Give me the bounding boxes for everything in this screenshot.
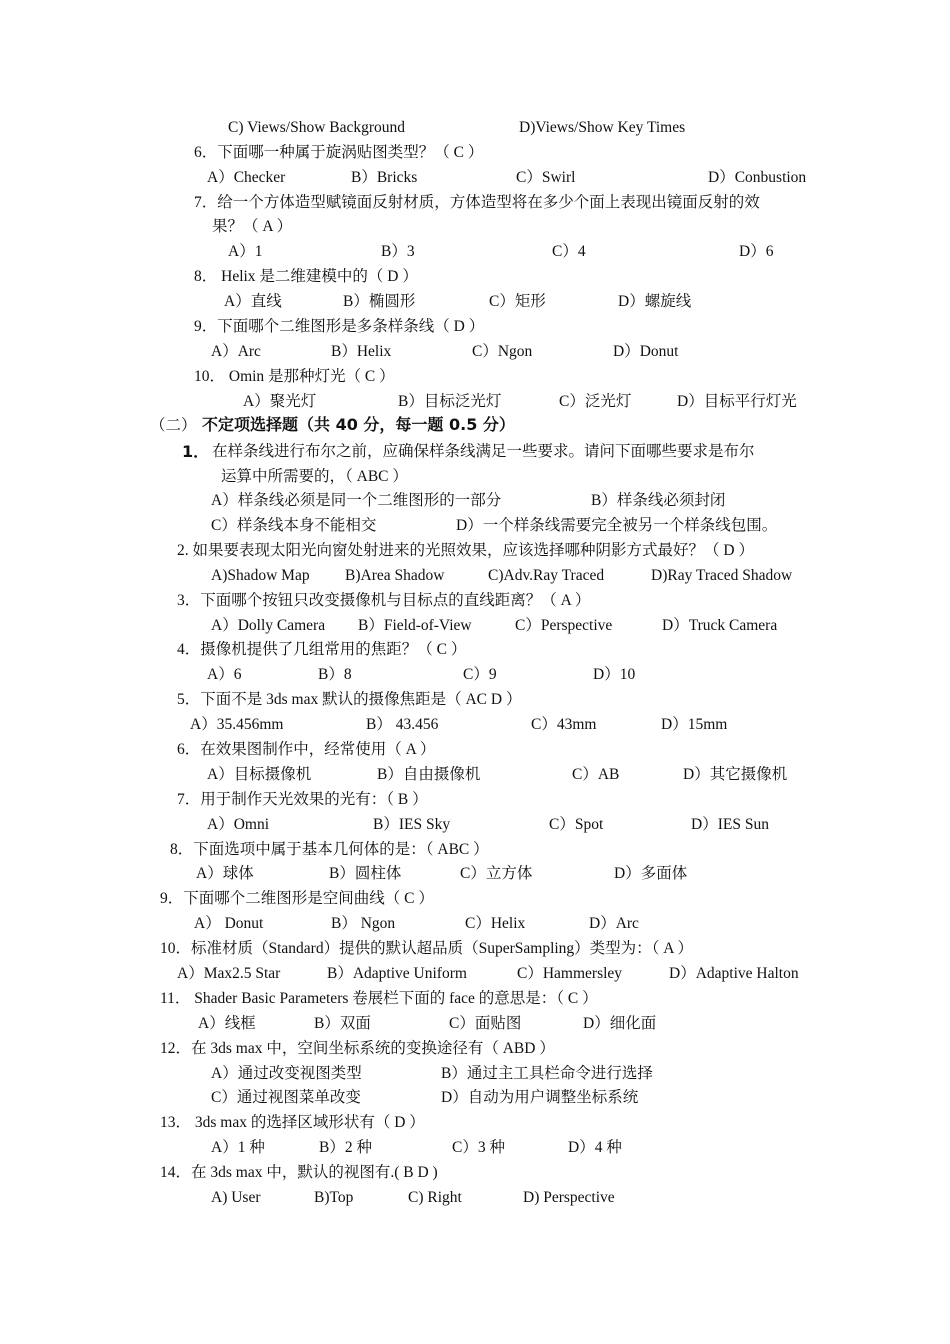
option-a: A）Max2.5 Star [177,965,281,982]
option-c: C）9 [463,666,497,683]
option-d: D）Donut [613,343,679,360]
option-a: A）线框 [198,1015,256,1032]
option-b: B）Helix [331,343,392,360]
option-b: B）8 [318,666,352,683]
option-c: C）43mm [531,716,597,733]
option-c: C）面贴图 [449,1015,522,1032]
question-13: 13． 3ds max 的选择区域形状有（ D ） [160,1114,425,1131]
section-prefix: （二） [150,417,197,434]
option-d: D）目标平行灯光 [677,393,797,410]
question-14: 14．在 3ds max 中，默认的视图有.( B D ) [160,1164,438,1181]
option-b: B） 43.456 [366,716,439,733]
option-a: A）Arc [211,343,261,360]
option-d: D）一个样条线需要完全被另一个样条线包围。 [456,517,778,534]
option-c: C) Views/Show Background [228,119,406,136]
option-c: C)Adv.Ray Traced [488,567,605,584]
option-c: C）矩形 [489,293,546,310]
option-a: A）1 [228,243,263,260]
option-c: C）Swirl [516,169,576,186]
option-d: D)Views/Show Key Times [519,119,686,136]
option-d: D）Adaptive Halton [669,965,799,982]
option-a: A）直线 [224,293,282,310]
question-number: 1． [182,442,210,461]
question-5: 5．下面不是 3ds max 默认的摄像焦距是（ AC D ） [177,691,522,708]
option-d: D）其它摄像机 [683,766,788,783]
option-a: A）通过改变视图类型 [211,1065,362,1082]
question-1-cont: 运算中所需要的，（ ABC ） [221,468,408,485]
option-b: B）椭圆形 [343,293,416,310]
option-a: A）Omni [207,816,270,833]
option-b: B）3 [381,243,415,260]
question-12: 12．在 3ds max 中，空间坐标系统的变换途径有（ ABD ） [160,1040,555,1057]
option-b: B）样条线必须封闭 [591,492,726,509]
option-c: C）Spot [549,816,604,833]
option-b: B）自由摄像机 [377,766,481,783]
question-9: 9．下面哪个二维图形是多条样条线（ D ） [194,318,485,335]
question-10: 10．标准材质（Standard）提供的默认超品质（SuperSampling）类型为：（ A ） [160,940,694,957]
option-a: A）球体 [196,865,254,882]
option-a: A） Donut [194,915,264,932]
option-b: B）Bricks [351,169,418,186]
option-d: D) Perspective [523,1189,615,1206]
option-a: A）目标摄像机 [207,766,312,783]
option-d: D）15mm [661,716,728,733]
question-6: 6．在效果图制作中，经常使用（ A ） [177,741,436,758]
option-d: D)Ray Traced Shadow [651,567,793,584]
option-d: D）IES Sun [691,816,769,833]
question-11: 11． Shader Basic Parameters 卷展栏下面的 face 的意思是：（ C ） [160,990,598,1007]
option-c: C）3 种 [452,1139,505,1156]
option-a: A）6 [207,666,242,683]
option-a: A）样条线必须是同一个二维图形的一部分 [211,492,502,509]
question-3: 3．下面哪个按钮只改变摄像机与目标点的直线距离？（ A ） [177,592,591,609]
option-b: B）圆柱体 [329,865,402,882]
question-4: 4．摄像机提供了几组常用的焦距？（ C ） [177,641,467,658]
option-d: D）多面体 [614,865,688,882]
option-a: A) User [211,1189,261,1206]
option-c: C) Right [408,1189,462,1206]
option-d: D）Conbustion [708,169,807,186]
option-c: C）4 [552,243,586,260]
option-d: D）10 [593,666,636,683]
option-b: B)Area Shadow [345,567,445,584]
option-c: C）Hammersley [517,965,623,982]
option-d: D）Truck Camera [662,617,778,634]
question-8: 8． Helix 是二维建模中的（ D ） [194,268,418,285]
option-b: B）Field-of-View [358,617,472,634]
question-6: 6．下面哪一种属于旋涡贴图类型？（ C ） [194,144,484,161]
option-d: D）螺旋线 [618,293,692,310]
option-b: B）通过主工具栏命令进行选择 [441,1065,653,1082]
option-a: A）35.456mm [190,716,284,733]
option-a: A）聚光灯 [243,393,317,410]
option-a: A）1 种 [211,1139,265,1156]
section-title: 不定项选择题（共 40 分，每一题 0.5 分） [202,415,515,434]
option-d: D）Arc [589,915,639,932]
question-7: 7．用于制作天光效果的光有：（ B ） [177,791,428,808]
option-b: B）目标泛光灯 [398,393,502,410]
option-c: C）Ngon [472,343,533,360]
option-a: A）Checker [207,169,286,186]
option-d: D）细化面 [583,1015,657,1032]
option-b: B）双面 [314,1015,371,1032]
question-7-cont: 果？（ A ） [212,218,293,235]
question-10: 10． Omin 是那种灯光（ C ） [194,368,395,385]
option-b: B）2 种 [319,1139,372,1156]
question-8: 8．下面选项中属于基本几何体的是：（ ABC ） [170,841,489,858]
question-2: 2. 如果要表现太阳光向窗处射进来的光照效果，应该选择哪种阴影方式最好？（ D ） [177,542,754,559]
option-d: D）自动为用户调整坐标系统 [441,1089,639,1106]
question-1: 在样条线进行布尔之前，应确保样条线满足一些要求。请问下面哪些要求是布尔 [212,443,755,460]
option-c: C）Perspective [515,617,613,634]
option-b: B）IES Sky [373,816,451,833]
option-b: B） Ngon [331,915,396,932]
question-7: 7．给一个方体造型赋镜面反射材质，方体造型将在多少个面上表现出镜面反射的效 [194,194,760,211]
question-9: 9．下面哪个二维图形是空间曲线（ C ） [160,890,434,907]
option-b: B)Top [314,1189,354,1206]
option-c: C）AB [572,766,620,783]
option-d: D）6 [739,243,774,260]
option-a: A）Dolly Camera [211,617,326,634]
option-c: C）泛光灯 [559,393,632,410]
option-c: C）立方体 [460,865,533,882]
option-b: B）Adaptive Uniform [327,965,467,982]
option-c: C）Helix [465,915,526,932]
option-c: C）通过视图菜单改变 [211,1089,361,1106]
option-d: D）4 种 [568,1139,622,1156]
option-c: C）样条线本身不能相交 [211,517,377,534]
option-a: A)Shadow Map [211,567,310,584]
